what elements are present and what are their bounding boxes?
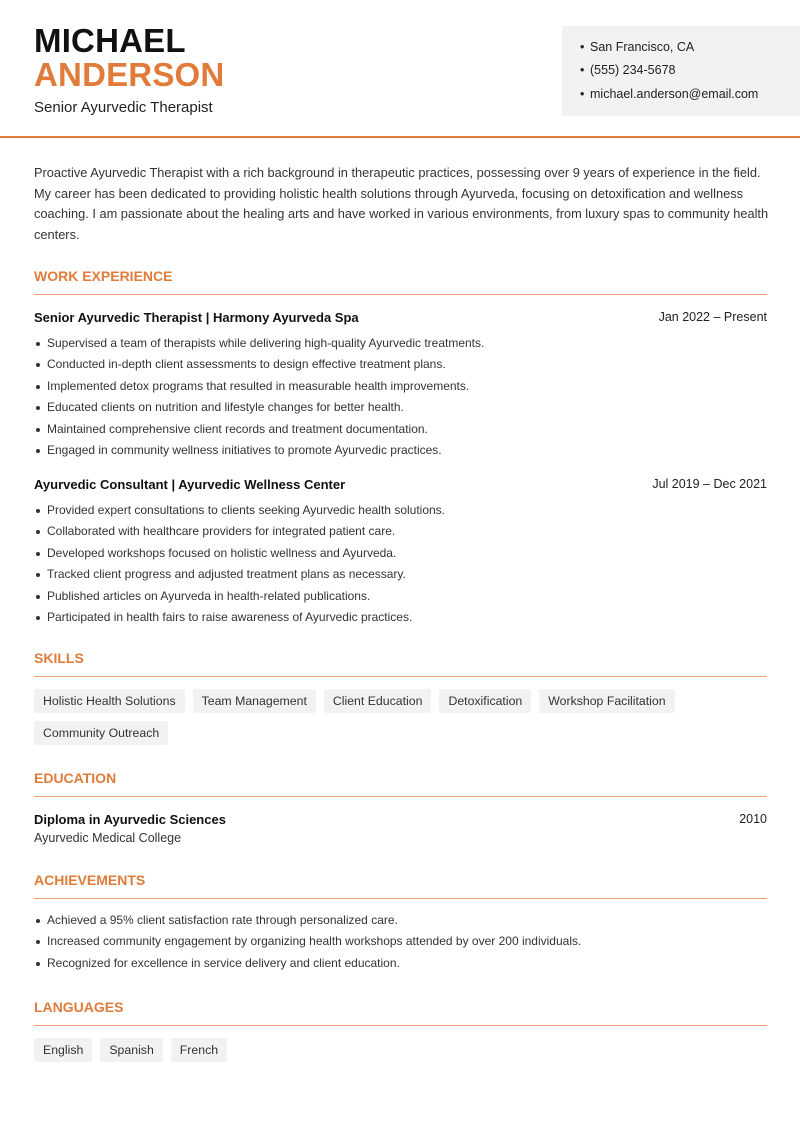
contact-box: [562, 26, 800, 116]
job-dates: Jul 2019 – Dec 2021: [652, 477, 767, 491]
education-degree: Diploma in Ayurvedic Sciences: [34, 812, 226, 827]
job-header: [34, 310, 767, 325]
skill-tag: Holistic Health Solutions: [34, 689, 185, 713]
education-year: 2010: [739, 812, 767, 826]
section-title-work: WORK EXPERIENCE: [34, 268, 173, 284]
list-item: Maintained comprehensive client records and treatment documentation.: [34, 419, 767, 440]
section-divider: [34, 294, 767, 295]
list-item: Implemented detox programs that resulted in measurable health improvements.: [34, 376, 767, 397]
list-item: Provided expert consultations to clients seeking Ayurvedic health solutions.: [34, 500, 767, 521]
languages-tags: [34, 1038, 767, 1062]
job-title: Senior Ayurvedic Therapist: [34, 99, 213, 116]
bullet-icon: •: [580, 87, 585, 101]
skills-tags: [34, 689, 767, 745]
job-role: Ayurvedic Consultant | Ayurvedic Wellness Center: [34, 477, 346, 492]
bullet-icon: •: [580, 40, 585, 54]
resume-header: [0, 0, 800, 138]
section-divider: [34, 898, 767, 899]
section-divider: [34, 676, 767, 677]
job-role: Senior Ayurvedic Therapist | Harmony Ayurveda Spa: [34, 310, 359, 325]
section-title-education: EDUCATION: [34, 770, 117, 786]
professional-summary: Proactive Ayurvedic Therapist with a rich background in therapeutic practices, possessing over 9 years of experience in the field. My career has been dedicated to providing holistic health solutions through Ayurveda, focusing on detoxification and wellness coaching. I am passionate about the healing arts and have worked in various environments, from luxury spas to community health centers.: [34, 165, 769, 243]
job-header: [34, 477, 767, 492]
list-item: Published articles on Ayurveda in health-related publications.: [34, 586, 767, 607]
list-item: Achieved a 95% client satisfaction rate through personalized care.: [34, 910, 767, 931]
language-tag: Spanish: [100, 1038, 162, 1062]
section-divider: [34, 1025, 767, 1026]
list-item: Developed workshops focused on holistic wellness and Ayurveda.: [34, 543, 767, 564]
list-item: Participated in health fairs to raise awareness of Ayurvedic practices.: [34, 607, 767, 628]
contact-email: • michael.anderson@email.com: [580, 87, 759, 101]
list-item: Supervised a team of therapists while delivering high-quality Ayurvedic treatments.: [34, 333, 767, 354]
skill-tag: Detoxification: [439, 689, 531, 713]
section-divider: [34, 796, 767, 797]
skill-tag: Community Outreach: [34, 721, 168, 745]
list-item: Recognized for excellence in service delivery and client education.: [34, 953, 767, 974]
skill-tag: Team Management: [193, 689, 316, 713]
list-item: Tracked client progress and adjusted treatment plans as necessary.: [34, 564, 767, 585]
list-item: Conducted in-depth client assessments to design effective treatment plans.: [34, 354, 767, 375]
skill-tag: Workshop Facilitation: [539, 689, 674, 713]
section-title-achievements: ACHIEVEMENTS: [34, 872, 146, 888]
achievements-list: [34, 910, 767, 974]
contact-location: • San Francisco, CA: [580, 40, 695, 54]
first-name: MICHAEL: [34, 22, 186, 59]
contact-phone: • (555) 234-5678: [580, 63, 676, 77]
education-school: Ayurvedic Medical College: [34, 831, 182, 845]
job-bullets: [34, 333, 767, 461]
section-title-languages: LANGUAGES: [34, 999, 124, 1015]
bullet-icon: •: [580, 63, 585, 77]
list-item: Engaged in community wellness initiatives to promote Ayurvedic practices.: [34, 440, 767, 461]
list-item: Increased community engagement by organizing health workshops attended by over 200 individuals.: [34, 931, 767, 952]
job-bullets: [34, 500, 767, 628]
list-item: Collaborated with healthcare providers for integrated patient care.: [34, 521, 767, 542]
section-title-skills: SKILLS: [34, 650, 84, 666]
language-tag: French: [171, 1038, 227, 1062]
language-tag: English: [34, 1038, 92, 1062]
job-dates: Jan 2022 – Present: [658, 310, 767, 324]
list-item: Educated clients on nutrition and lifestyle changes for better health.: [34, 397, 767, 418]
last-name: ANDERSON: [34, 56, 225, 93]
skill-tag: Client Education: [324, 689, 432, 713]
